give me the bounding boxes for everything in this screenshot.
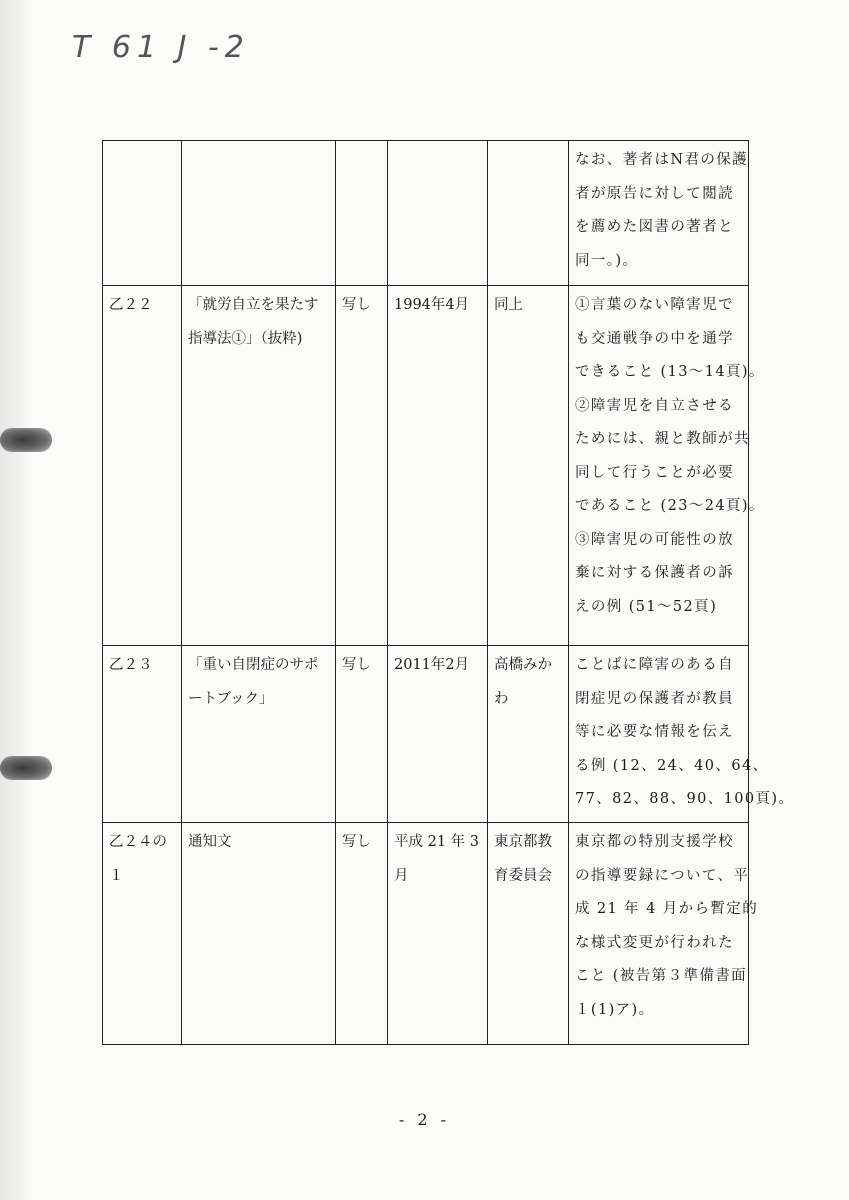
evidence-date-cell: 平成 21 年 3 月 (388, 823, 488, 1045)
evidence-description-cell (569, 286, 765, 646)
description-line: の指導要録について、平 (575, 867, 750, 884)
evidence-title-cell: 「就労自立を果たす指導法①」（抜粋) (182, 286, 336, 646)
description-line: 77、82、88、90、100頁)。 (575, 791, 795, 807)
evidence-author-cell: 高橋みかわ (488, 646, 569, 823)
description-line: ためには、親と教師が共 (575, 431, 750, 447)
description-line: 同して行うことが必要 (575, 464, 734, 481)
evidence-title-cell (182, 141, 336, 286)
description-line: も交通戦争の中を通学 (575, 330, 734, 347)
table-row (103, 823, 749, 1045)
description-line: １(1)ア)。 (575, 1001, 655, 1018)
table-row (103, 141, 749, 286)
description-line: ことばに障害のある自 (575, 657, 734, 673)
evidence-author-cell: 東京都教育委員会 (488, 823, 569, 1045)
evidence-number-cell: 乙２２ (103, 286, 182, 646)
description-line: できること (13～14頁)。 (575, 364, 765, 380)
evidence-author-cell: 同上 (488, 286, 569, 646)
description-line: る例 (12、24、40、64、 (575, 757, 769, 774)
description-line: 同一。)。 (575, 252, 639, 269)
evidence-description-cell (569, 823, 759, 1045)
description-line: なお、著者はN君の保護 (575, 152, 749, 168)
description-line: ②障害児を自立させる (575, 397, 734, 414)
evidence-title-cell: 通知文 (182, 823, 336, 1045)
page-left-edge (0, 0, 28, 1200)
evidence-form-cell: 写し (336, 286, 388, 646)
description-line: ③障害児の可能性の放 (575, 531, 734, 548)
punch-hole-upper (0, 428, 52, 452)
evidence-title-cell: 「重い自閉症のサポートブック」 (182, 646, 336, 823)
description-line: 成 21 年 4 月から暫定的 (575, 901, 759, 917)
page-number: - 2 - (398, 1110, 451, 1129)
description-line: を薦めた図書の著者と (575, 219, 734, 235)
evidence-form-cell: 写し (336, 646, 388, 823)
description-line: な様式変更が行われた (575, 934, 734, 951)
evidence-form-cell (336, 141, 388, 286)
evidence-description-cell (569, 646, 795, 823)
description-line: 東京都の特別支援学校 (575, 834, 734, 850)
punch-hole-lower (0, 756, 52, 780)
evidence-number-cell (103, 141, 182, 286)
description-line: 閉症児の保護者が教員 (575, 690, 734, 707)
description-line: えの例 (51～52頁) (575, 598, 718, 615)
description-line: こと (被告第３準備書面 (575, 968, 748, 984)
description-line: であること (23～24頁)。 (575, 498, 765, 514)
evidence-number-cell: 乙２４の１ (103, 823, 182, 1045)
table-row (103, 646, 749, 823)
description-line: 者が原告に対して閲読 (575, 185, 734, 202)
description-line: 等に必要な情報を伝え (575, 724, 734, 740)
evidence-table (102, 140, 795, 1045)
evidence-author-cell (488, 141, 569, 286)
description-line: ①言葉のない障害児で (575, 297, 734, 313)
table-row (103, 286, 749, 646)
evidence-date-cell: 2011年2月 (388, 646, 488, 823)
evidence-date-cell: 1994年4月 (388, 286, 488, 646)
description-line: 棄に対する保護者の訴 (575, 565, 734, 581)
evidence-number-cell: 乙２３ (103, 646, 182, 823)
evidence-date-cell (388, 141, 488, 286)
evidence-form-cell: 写し (336, 823, 388, 1045)
handwritten-header-note: T 61 J -2 (72, 30, 250, 65)
evidence-description-cell (569, 141, 749, 286)
